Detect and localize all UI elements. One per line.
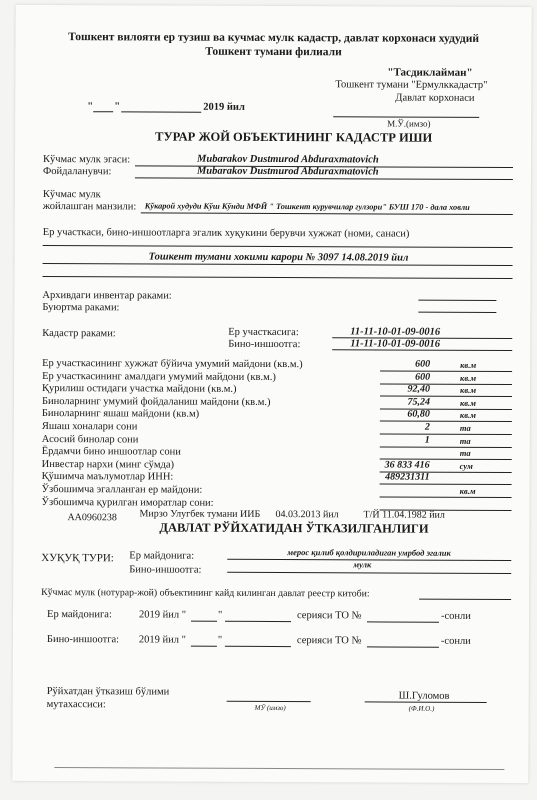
archive-label: Архивдаги инвентар раками: (42, 289, 172, 302)
cadastre-building-label: Бино-иншоотга: (228, 338, 301, 351)
owner-label: Кўчмас мулк эгаси: (42, 153, 131, 166)
date-day-line (93, 111, 113, 112)
legal-building-label: Бино-иншоотга: (129, 564, 202, 576)
cadastre-label: Кадастр раками: (42, 327, 116, 340)
reg-line-series: серияси ТО № (297, 610, 362, 622)
param-label: Ўзбошимча қурилган иморатлар сони: (41, 496, 214, 509)
name-caption: (Ф.И.О.) (408, 704, 435, 713)
approval-sign-label: М.Ў.(имзо) (387, 118, 431, 129)
reg-line-quote: " (218, 609, 223, 621)
registry-title: ДАВЛАТ РЎЙХАТИДАН ЎТКАЗИЛГАНЛИГИ (159, 520, 429, 536)
signature-caption: МЎ (имзо) (254, 703, 286, 713)
param-label: Ўзбошимча эгалланган ер майдони: (41, 483, 203, 496)
rights-doc-line2 (43, 263, 513, 266)
param-value: 2 (424, 421, 430, 433)
cadastre-land-label: Ер участкасига: (228, 326, 299, 339)
param-value: 92,40 (407, 383, 431, 395)
param-value: 1 (424, 434, 430, 446)
org-header-line2: Тошкент тумани филиали (205, 45, 342, 59)
param-unit: сум (459, 460, 473, 471)
rights-doc-label: Ер участкаси, бино-иншоотларга эгалик хуқукини берувчи хужжат (номи, санаси) (42, 226, 410, 240)
reg-number-line (367, 646, 439, 647)
order-line (418, 312, 496, 313)
approval-line2: Давлат корхонаси (395, 92, 475, 104)
reg-line-year: 2019 йил " (139, 609, 187, 621)
issue-date: 04.03.2013 йил (275, 509, 339, 521)
date-month-line (121, 111, 201, 112)
cadastre-land-value: 11-11-10-01-09-0016 (350, 326, 441, 338)
param-label: Асосий бинолар сони (41, 433, 139, 446)
reg-line-suffix: -сонли (440, 635, 471, 647)
param-unit: кв.м (460, 372, 477, 383)
reg-line-year: 2019 йил " (138, 634, 186, 646)
archive-line (418, 300, 496, 301)
document-page (12, 5, 531, 783)
reg-line-label: Бино-иншоотга: (46, 634, 120, 646)
user-value: Mubarakov Dustmurod Abduraxmatovich (196, 165, 379, 178)
param-value: 600 (415, 358, 431, 370)
reg-day-line (191, 621, 217, 622)
date-quote-close: " (114, 101, 121, 113)
param-value: 60,80 (407, 408, 430, 421)
reg-month-line (225, 621, 291, 622)
param-unit: та (459, 448, 471, 459)
legal-type-label: ХУҚУҚ ТУРИ: (41, 551, 114, 565)
param-label: Инвестар нархи (минг сўмда) (41, 458, 175, 471)
birth-date: Т/Й 11.04.1982 йил (363, 509, 445, 521)
legal-land-value: мерос қилиб қолдириладиган умрбод эгалик (287, 547, 451, 558)
cadastre-building-line (332, 349, 512, 351)
date-year: 2019 йил (203, 101, 245, 113)
param-line (380, 484, 512, 486)
signature-line (227, 701, 311, 702)
date-quote-open: " (87, 101, 94, 113)
param-unit: кв.м (459, 385, 477, 396)
param-label: Ёрдамчи бино иншоотлар сони (41, 446, 181, 458)
param-line (380, 446, 512, 448)
address-label1: Кўчмас мулк (42, 188, 101, 201)
registry-book-line (419, 599, 511, 600)
param-unit: кв.м (460, 359, 477, 370)
param-unit: та (459, 422, 471, 433)
doc-title: ТУРАР ЖОЙ ОБЪЕКТИНИНГ КАДАСТР ИШИ (155, 129, 433, 145)
param-value: 75,24 (407, 396, 430, 408)
rights-doc-line3 (43, 276, 513, 279)
reg-number-line (367, 621, 439, 622)
specialist-label1: Рўйхатдан ўтказиш бўлими (46, 686, 170, 698)
name-line (365, 701, 487, 703)
param-unit: та (459, 435, 471, 446)
registry-book-label: Кўчмас мулк (нотурар-жой) объектининг кайд килинган давлат реестр китоби: (41, 586, 370, 600)
rights-doc-line1 (43, 245, 513, 248)
address-value: Кўкарой худуди Кўш Кўнди МФЙ " Тошкент курувчилар гулзори" БУШ 170 - дала ховли (144, 201, 470, 212)
specialist-label2: мутахассиси: (46, 699, 106, 711)
param-value: 600 (415, 371, 431, 383)
param-label: Яшаш хоналари сони (41, 420, 138, 433)
param-line (380, 496, 512, 498)
reg-line-series: серияси ТО № (296, 635, 362, 647)
order-label: Буюртма раками: (42, 301, 120, 314)
reg-month-line (225, 646, 291, 647)
bottom-rule (54, 767, 504, 770)
param-unit: кв.м (459, 397, 477, 408)
reg-line-label: Ер майдонига: (47, 609, 112, 621)
param-label: Қўшимча маълумотлар ИНН: (41, 471, 174, 483)
param-unit: кв.м (459, 410, 476, 421)
cadastre-building-value: 11-11-10-01-09-0016 (350, 338, 441, 350)
org-header-line1: Тошкент вилояти ер тузиш ва кучмас мулк кадастр, давлат корхонаси худудий (68, 31, 480, 45)
issuing-office: Мирзо Улугбек тумани ИИБ (139, 508, 261, 520)
legal-building-line (227, 572, 511, 574)
param-value: 489231311 (385, 471, 430, 484)
param-label: Ер участкасининг амалдаги умумий майдони (кв.м.) (42, 370, 276, 383)
param-unit: кв.м (459, 485, 476, 496)
address-label2: жойлашган манзили: (42, 200, 137, 213)
param-label: Ер участкасининг хужжат бўйича умумий майдони (кв.м.) (42, 357, 303, 371)
reg-line-suffix: -сонли (441, 610, 471, 622)
param-label: Биноларнинг яшаш майдони (кв.м) (41, 408, 200, 421)
approval-line1: Тошкент тумани "Ермулккадастр" (335, 79, 488, 91)
reg-day-line (191, 646, 217, 647)
rights-doc-value: Тошкент тумани хокими карори № 3097 14.08.2019 йил (148, 251, 409, 264)
owner-value: Mubarakov Dustmurod Abduraxmatovich (196, 153, 379, 166)
param-label: Биноларнинг умумий фойдаланиш майдони (кв.м.) (41, 395, 271, 408)
specialist-name: Ш.Гуломов (398, 690, 450, 702)
user-line (135, 177, 513, 180)
approval-title: "Тасдиклайман" (387, 66, 473, 79)
passport-code: АА0960238 (67, 512, 117, 524)
legal-land-label: Ер майдонига: (129, 550, 195, 562)
legal-building-value: мулк (353, 559, 372, 570)
user-label: Фойдаланувчи: (42, 165, 112, 178)
address-line (141, 212, 513, 215)
param-label: Қурилиш остидаги участка майдони (кв.м.) (41, 383, 237, 396)
param-value: 36 833 416 (384, 459, 430, 471)
reg-line-quote: " (217, 634, 223, 646)
